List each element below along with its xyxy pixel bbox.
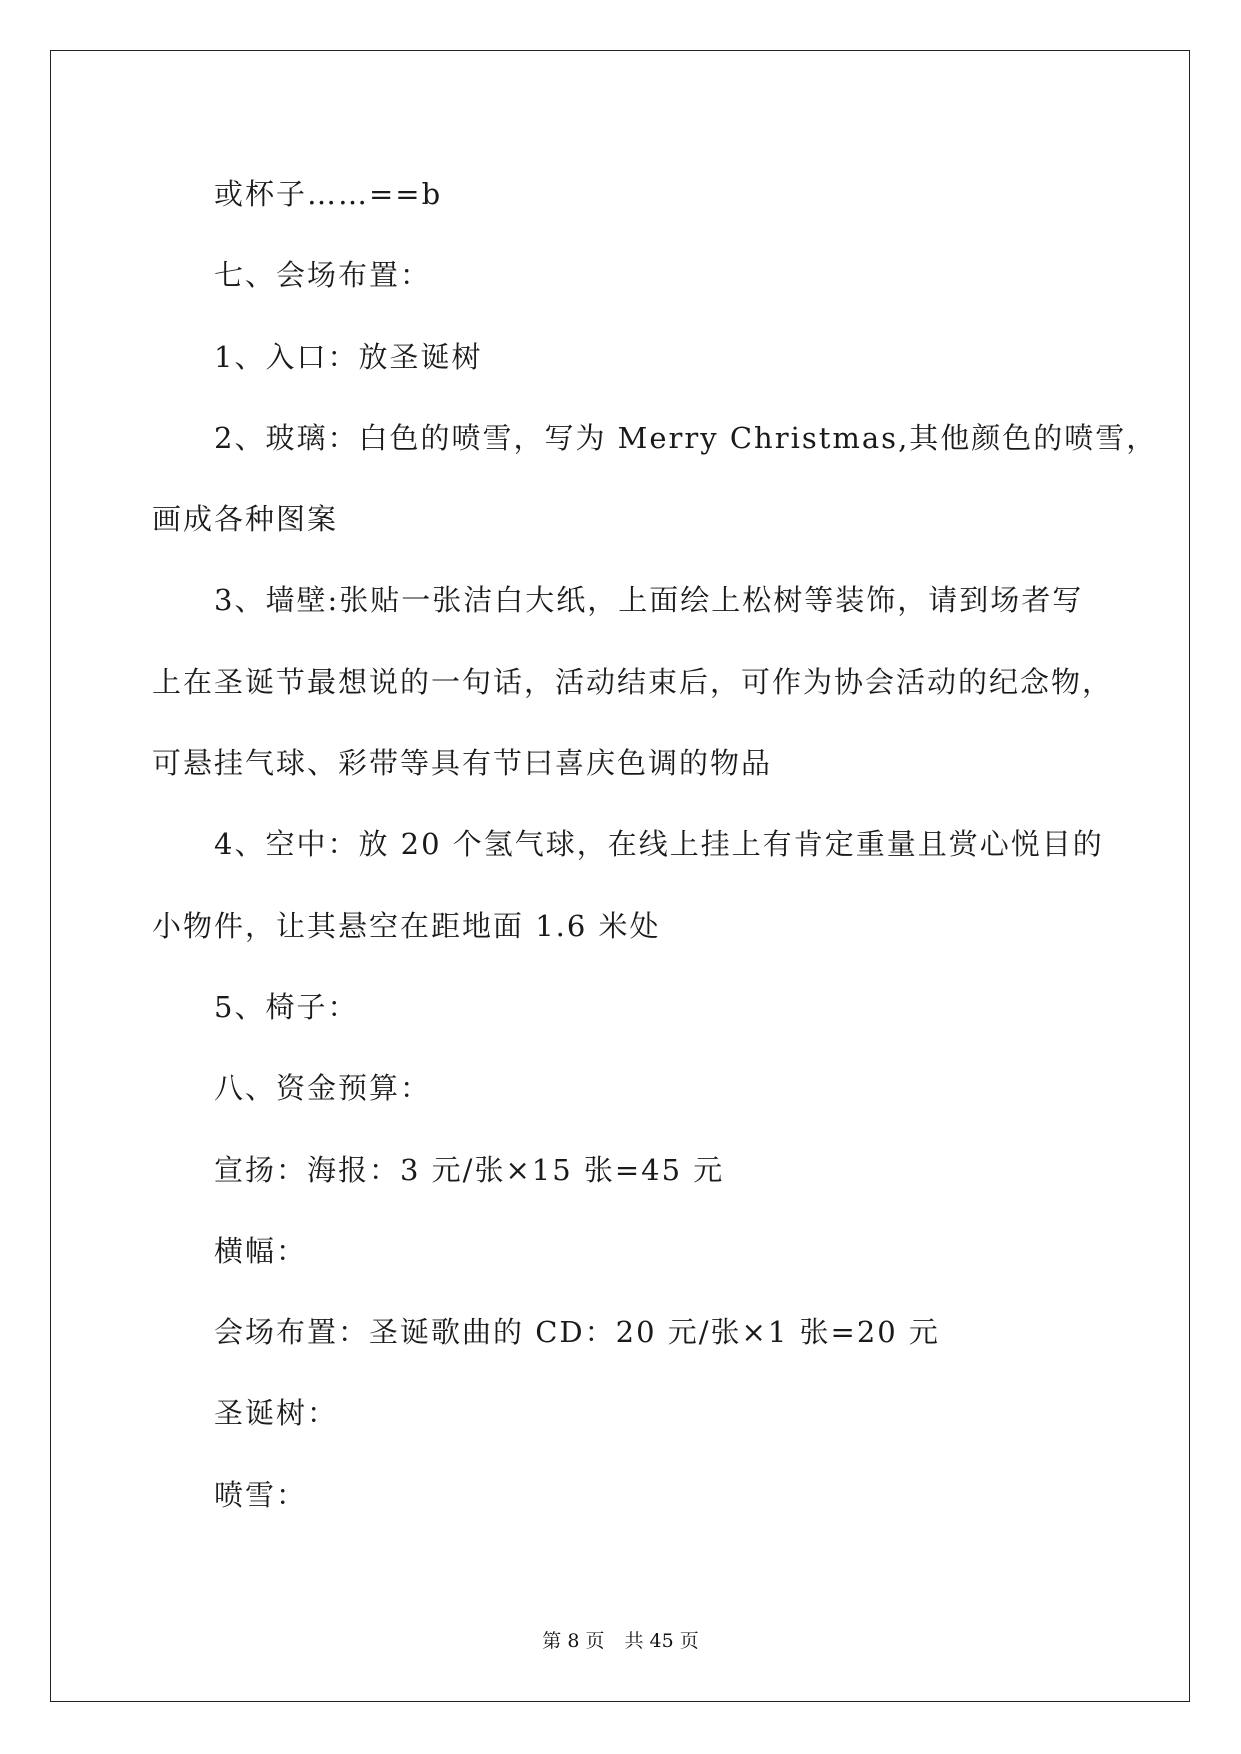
budget-item: 会场布置：圣诞歌曲的 CD：20 元/张×1 张=20 元 <box>214 1315 940 1350</box>
list-item: 4、空中：放 20 个氢气球，在线上挂上有肯定重量且赏心悦目的 <box>214 827 1104 862</box>
list-item: 5、椅子： <box>214 989 359 1024</box>
page-total: 共 45 页 <box>624 1630 699 1652</box>
list-item: 2、玻璃：白色的喷雪，写为 Merry Christmas,其他颜色的喷雪， <box>214 420 1158 455</box>
text-line: 或杯子……==b <box>214 177 443 211</box>
text-line: 画成各种图案 <box>152 502 339 537</box>
budget-item: 喷雪： <box>214 1477 308 1512</box>
budget-item: 圣诞树： <box>214 1396 339 1431</box>
section-heading: 七、会场布置： <box>214 258 432 293</box>
document-body <box>152 168 1158 1550</box>
budget-item: 宣扬：海报：3 元/张×15 张=45 元 <box>214 1152 725 1187</box>
budget-item: 横幅： <box>214 1233 308 1268</box>
page-number: 第 8 页 <box>542 1630 605 1652</box>
page-footer <box>0 1626 1241 1653</box>
text-line: 可悬挂气球、彩带等具有节曰喜庆色调的物品 <box>152 746 773 781</box>
text-line: 小物件，让其悬空在距地面 1.6 米处 <box>152 908 661 943</box>
section-heading: 八、资金预算： <box>214 1071 432 1106</box>
list-item: 3、墙壁:张贴一张洁白大纸，上面绘上松树等装饰，请到场者写 <box>214 583 1084 618</box>
text-line: 上在圣诞节最想说的一句话，活动结束后，可作为协会活动的纪念物， <box>152 664 1114 699</box>
list-item: 1、入口：放圣诞树 <box>214 339 483 374</box>
